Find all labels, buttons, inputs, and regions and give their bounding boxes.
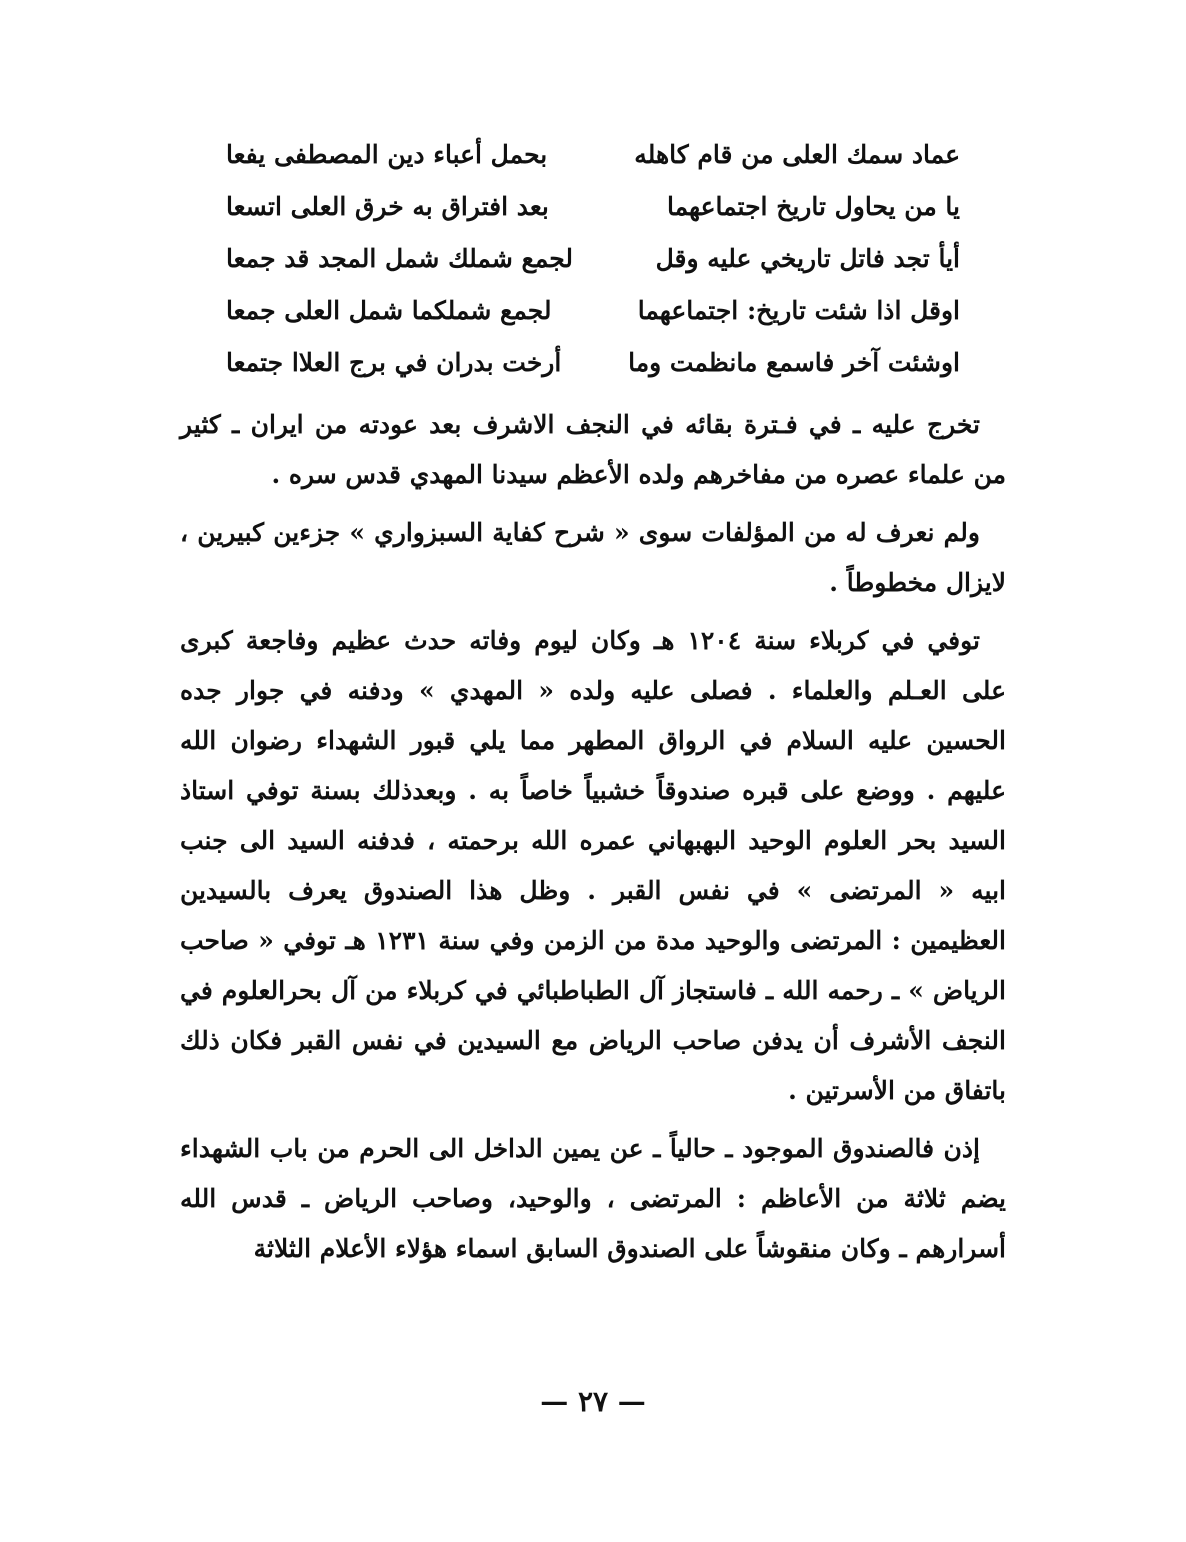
poem-verse-3 xyxy=(226,232,960,284)
prose-block xyxy=(180,400,1006,1282)
poem-verse-1 xyxy=(226,128,960,180)
verse-first-hemistich: عماد سمك العلى من قام كاهله xyxy=(634,139,960,169)
verse-second-hemistich: بحمل أعباء دين المصطفى يفعا xyxy=(226,139,548,169)
paragraph-death-burial: توفي في كربلاء سنة ١٢٠٤ هـ وكان ليوم وفاته حدث عظيم وفاجعة كبرى على العـلم والعلماء . فصلى عليه ولده « المهدي » ودفنه في جوار جده الحسين عليه السلام في الرواق المطهر مما يلي قبور الشهداء رضوان الله عليهم . ووضع على قبره صندوقاً خشبياً خاصاً به . وبعدذلك بسنة توفي استاذ السيد بحر العلوم الوحيد البهبهاني عمره الله برحمته ، فدفنه السيد الى جنب ابيه « المرتضى » في نفس القبر . وظل هذا الصندوق يعرف بالسيدين العظيمين : المرتضى والوحيد مدة من الزمن وفي سنة ١٢٣١ هـ توفي « صاحب الرياض » ـ رحمه الله ـ فاستجاز آل الطباطبائي في كربلاء من آل بحرالعلوم في النجف الأشرف أن يدفن صاحب الرياض مع السيدين في نفس القبر فكان ذلك باتفاق من الأسرتين . xyxy=(180,626,1006,1105)
verse-second-hemistich: بعد افتراق به خرق العلى اتسعا xyxy=(226,191,549,221)
page-number: — ٢٧ — xyxy=(540,1385,646,1418)
verse-second-hemistich: لجمع شملك شمل المجد قد جمعا xyxy=(226,243,574,273)
verse-first-hemistich: أيأ تجد فاتل تاريخي عليه وقل xyxy=(655,243,960,273)
poem-verse-2 xyxy=(226,180,960,232)
paragraph-shrine-box: إذن فالصندوق الموجود ـ حالياً ـ عن يمين الداخل الى الحرم من باب الشهداء يضم ثلاثة من الأعاظم : المرتضى ، والوحيد، وصاحب الرياض ـ قدس الله أسرارهم ـ وكان منقوشاً على الصندوق السابق اسماء هؤلاء الأعلام الثلاثة xyxy=(180,1134,1006,1263)
poem-verse-4 xyxy=(226,284,960,336)
poem-verse-5 xyxy=(226,336,960,388)
verse-second-hemistich: لجمع شملكما شمل العلى جمعا xyxy=(226,295,552,325)
verse-second-hemistich: أرخت بدران في برج العلاا جتمعا xyxy=(226,347,562,377)
verse-first-hemistich: اوشئت آخر فاسمع مانظمت وما xyxy=(628,347,960,377)
verse-first-hemistich: اوقل اذا شئت تاريخ: اجتماعهما xyxy=(637,295,960,325)
paragraph-students: تخرج عليه ـ في فـترة بقائه في النجف الاشرف بعد عودته من ايران ـ كثير من علماء عصره من مفاخرهم ولده الأعظم سيدنا المهدي قدس سره . xyxy=(180,410,1006,489)
paragraph-works: ولم نعرف له من المؤلفات سوى « شرح كفاية السبزواري » جزءين كبيرين ، لايزال مخطوطاً . xyxy=(180,518,1006,597)
poem-block xyxy=(226,128,960,388)
verse-first-hemistich: يا من يحاول تاريخ اجتماعهما xyxy=(666,191,960,221)
